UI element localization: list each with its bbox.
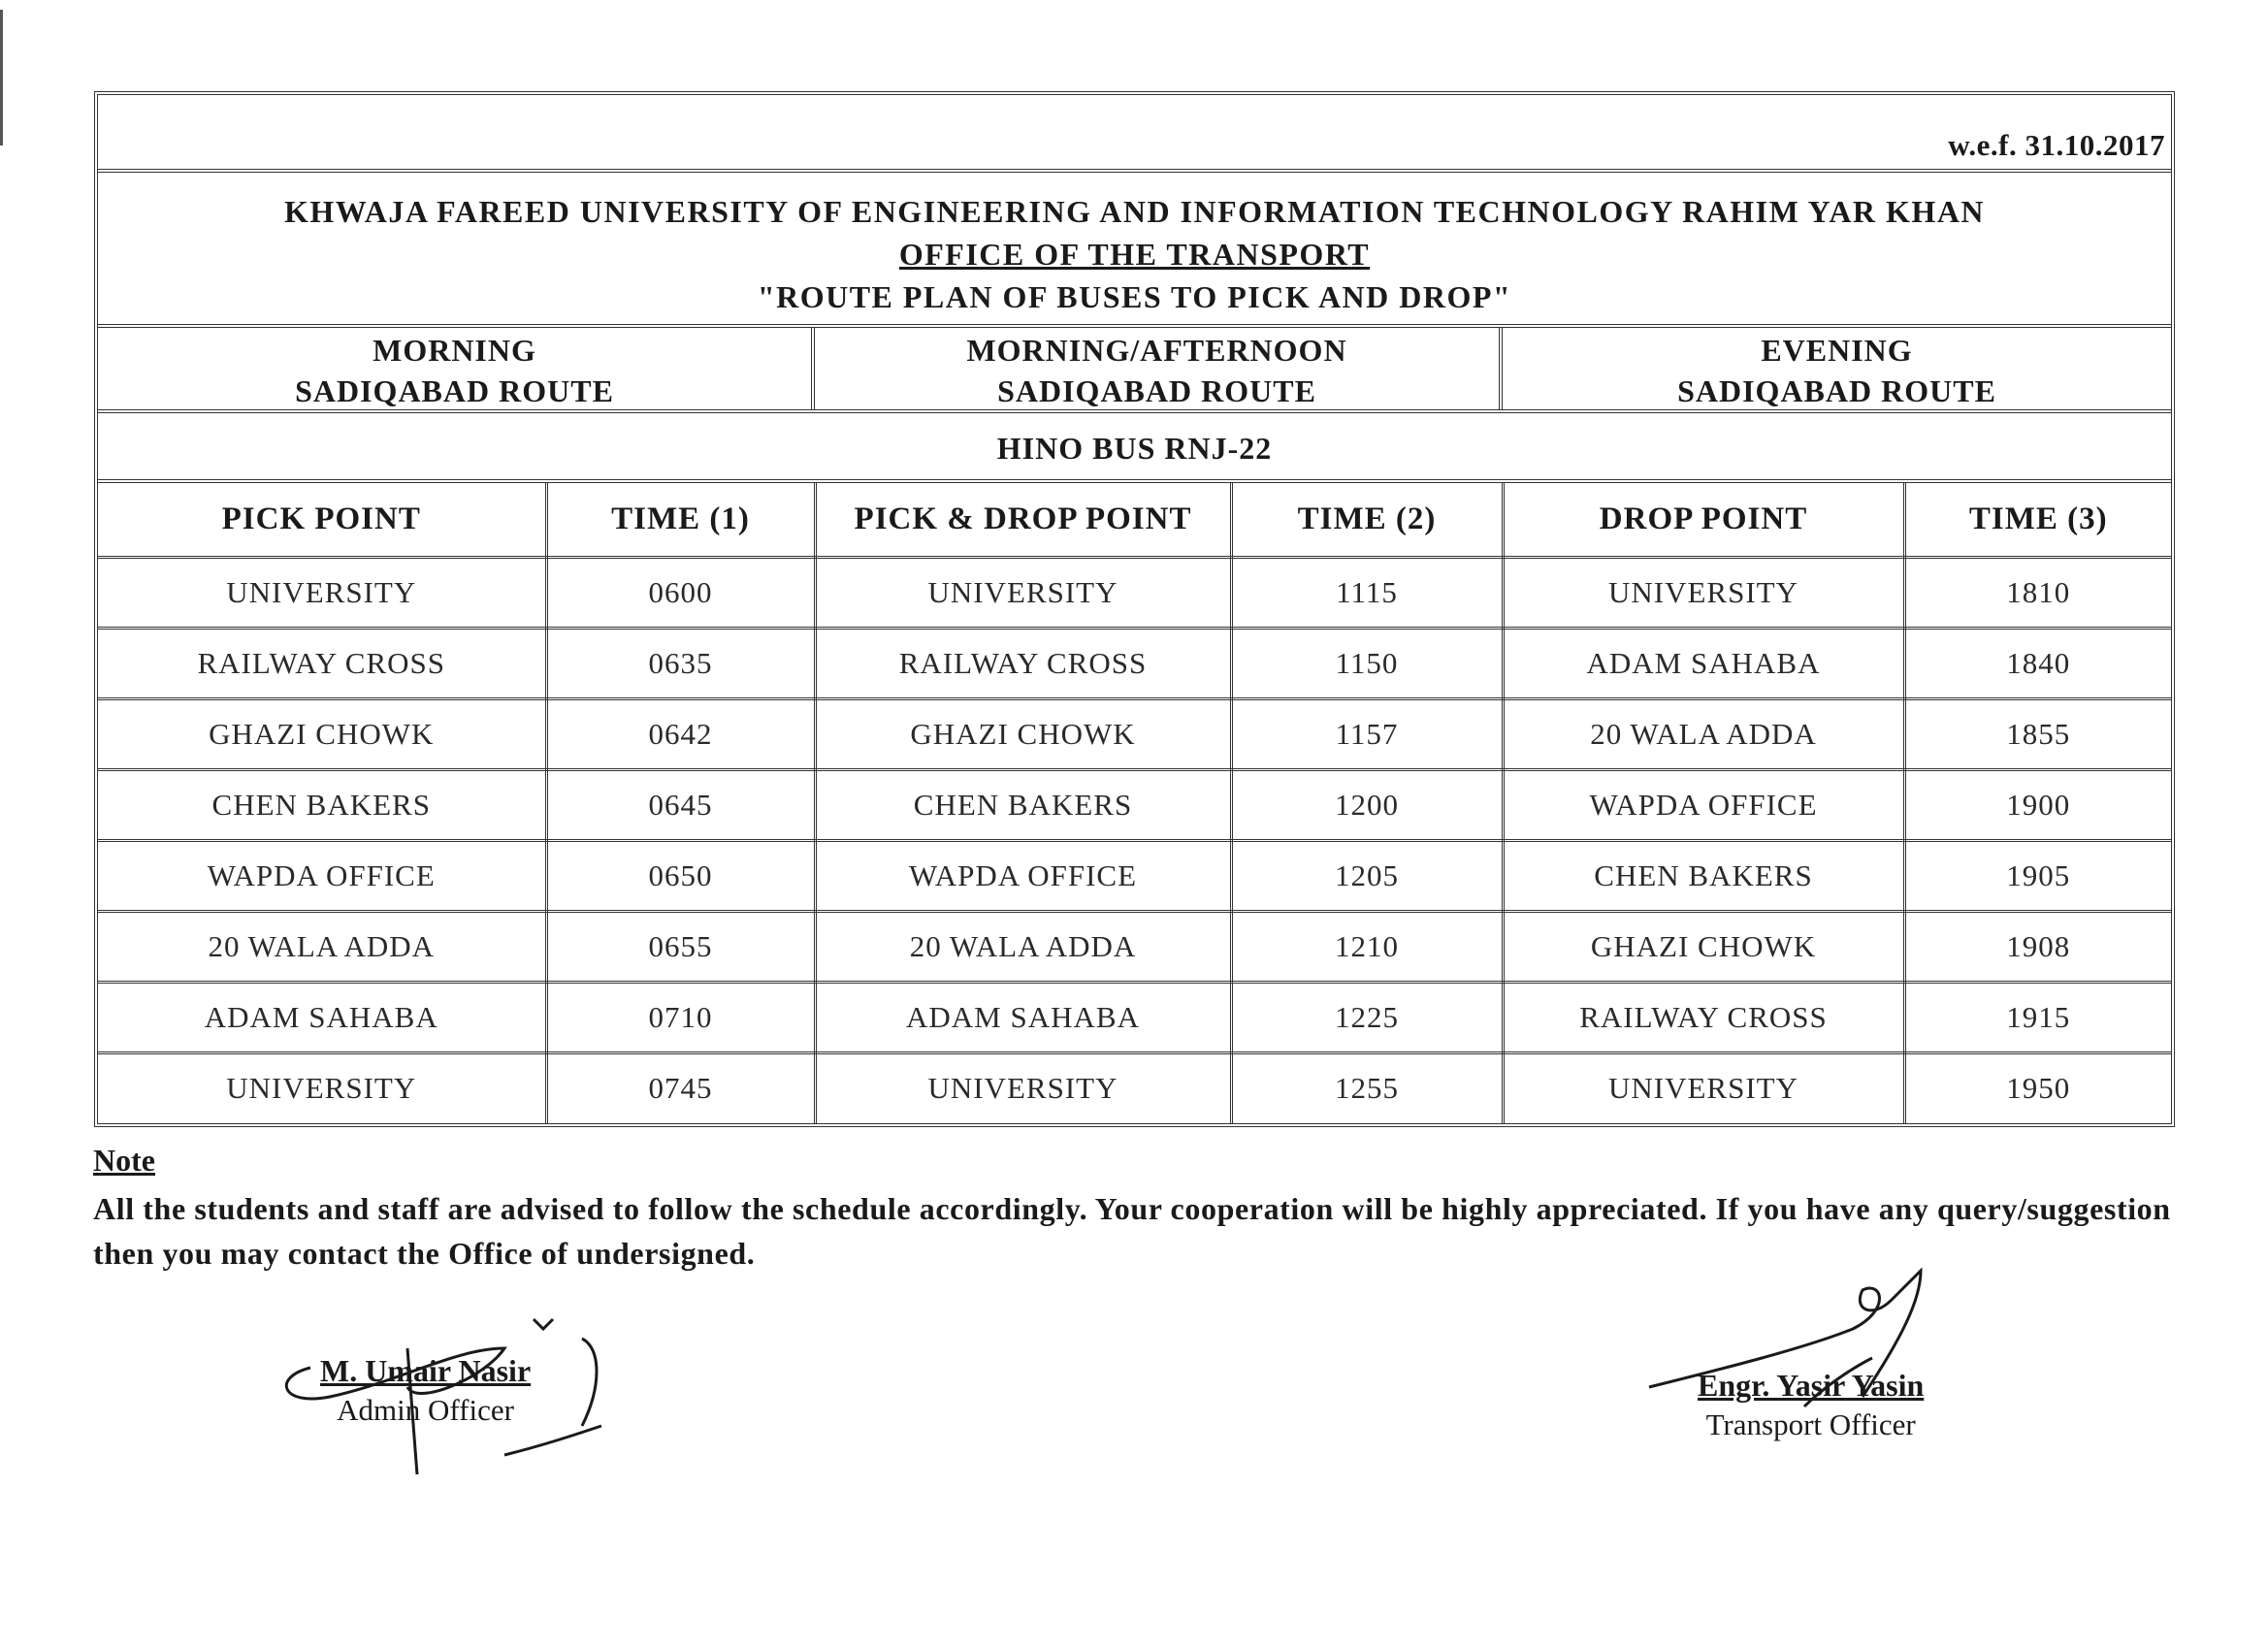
time-1: 0642 [546,698,815,769]
table-row [98,628,2171,698]
route-name: SADIQABAD ROUTE [295,373,614,408]
drop-point: CHEN BAKERS [1503,840,1904,911]
pick-point: UNIVERSITY [98,557,546,628]
route-morning-afternoon [815,328,1503,409]
drop-point: 20 WALA ADDA [1503,698,1904,769]
drop-point: WAPDA OFFICE [1503,769,1904,840]
time-3: 1915 [1904,982,2171,1052]
time-1: 0655 [546,911,815,982]
table-row [98,982,2171,1052]
table-row [98,557,2171,628]
time-1: 0710 [546,982,815,1052]
pick-point: UNIVERSITY [98,1052,546,1123]
university-name: KHWAJA FAREED UNIVERSITY OF ENGINEERING AND INFORMATION TECHNOLOGY RAHIM YAR KHAN [283,194,1986,229]
pick-point: GHAZI CHOWK [98,698,546,769]
table-row [98,911,2171,982]
time-3: 1905 [1904,840,2171,911]
plan-title: "ROUTE PLAN OF BUSES TO PICK AND DROP" [757,279,1512,314]
note-block [93,1143,2179,1276]
schedule-table [98,483,2171,1123]
scan-edge-mark [0,10,3,146]
drop-point: RAILWAY CROSS [1503,982,1904,1052]
pick-drop-point: ADAM SAHABA [815,982,1231,1052]
signatory-designation: Transport Officer [1705,1407,1916,1441]
pick-drop-point: WAPDA OFFICE [815,840,1231,911]
signatory-admin-officer [320,1353,531,1428]
time-3: 1840 [1904,628,2171,698]
pick-point: WAPDA OFFICE [98,840,546,911]
time-3: 1855 [1904,698,2171,769]
time-2: 1157 [1231,698,1503,769]
route-plan-frame [94,91,2175,1127]
time-2: 1205 [1231,840,1503,911]
drop-point: UNIVERSITY [1503,557,1904,628]
header-drop-point: DROP POINT [1503,483,1904,557]
time-2: 1200 [1231,769,1503,840]
signatory-designation: Admin Officer [337,1393,514,1427]
office-name: OFFICE OF THE TRANSPORT [898,237,1371,272]
pick-drop-point: UNIVERSITY [815,557,1231,628]
route-name: SADIQABAD ROUTE [997,373,1316,408]
pick-point: 20 WALA ADDA [98,911,546,982]
drop-point: UNIVERSITY [1503,1052,1904,1123]
effective-date: w.e.f. 31.10.2017 [1948,128,2165,162]
time-2: 1150 [1231,628,1503,698]
time-1: 0745 [546,1052,815,1123]
signatory-transport-officer [1698,1368,1924,1442]
drop-point: GHAZI CHOWK [1503,911,1904,982]
time-1: 0650 [546,840,815,911]
time-2: 1255 [1231,1052,1503,1123]
pick-drop-point: CHEN BAKERS [815,769,1231,840]
time-3: 1900 [1904,769,2171,840]
time-1: 0600 [546,557,815,628]
note-text: All the students and staff are advised to follow the schedule accordingly. Your cooperation will be highly appreciated. If you have any query/suggestion then you may contact the Office of undersigned. [93,1191,2171,1271]
route-period: MORNING [373,333,536,368]
wef-row [98,95,2171,173]
signatory-name: M. Umair Nasir [320,1353,532,1388]
time-2: 1115 [1231,557,1503,628]
pick-drop-point: 20 WALA ADDA [815,911,1231,982]
header-pick-point: PICK POINT [98,483,546,557]
pick-point: ADAM SAHABA [98,982,546,1052]
header-time-1: TIME (1) [546,483,815,557]
time-1: 0645 [546,769,815,840]
table-row [98,840,2171,911]
time-1: 0635 [546,628,815,698]
time-2: 1210 [1231,911,1503,982]
signatory-name: Engr. Yasir Yasin [1698,1368,1925,1403]
table-row [98,1052,2171,1123]
title-block [98,173,2171,328]
header-pick-drop-point: PICK & DROP POINT [815,483,1231,557]
time-3: 1908 [1904,911,2171,982]
route-morning [98,328,815,409]
bus-name: HINO BUS RNJ-22 [98,413,2171,483]
pick-point: RAILWAY CROSS [98,628,546,698]
table-header-row [98,483,2171,557]
table-row [98,769,2171,840]
time-3: 1810 [1904,557,2171,628]
route-evening [1503,328,2171,409]
time-3: 1950 [1904,1052,2171,1123]
header-time-2: TIME (2) [1231,483,1503,557]
route-period: EVENING [1761,333,1913,368]
pick-drop-point: UNIVERSITY [815,1052,1231,1123]
drop-point: ADAM SAHABA [1503,628,1904,698]
pick-drop-point: RAILWAY CROSS [815,628,1231,698]
header-time-3: TIME (3) [1904,483,2171,557]
time-2: 1225 [1231,982,1503,1052]
pick-point: CHEN BAKERS [98,769,546,840]
route-header-row [98,328,2171,413]
table-row [98,698,2171,769]
route-period: MORNING/AFTERNOON [966,333,1347,368]
note-title: Note [93,1143,155,1178]
route-name: SADIQABAD ROUTE [1677,373,1996,408]
pick-drop-point: GHAZI CHOWK [815,698,1231,769]
